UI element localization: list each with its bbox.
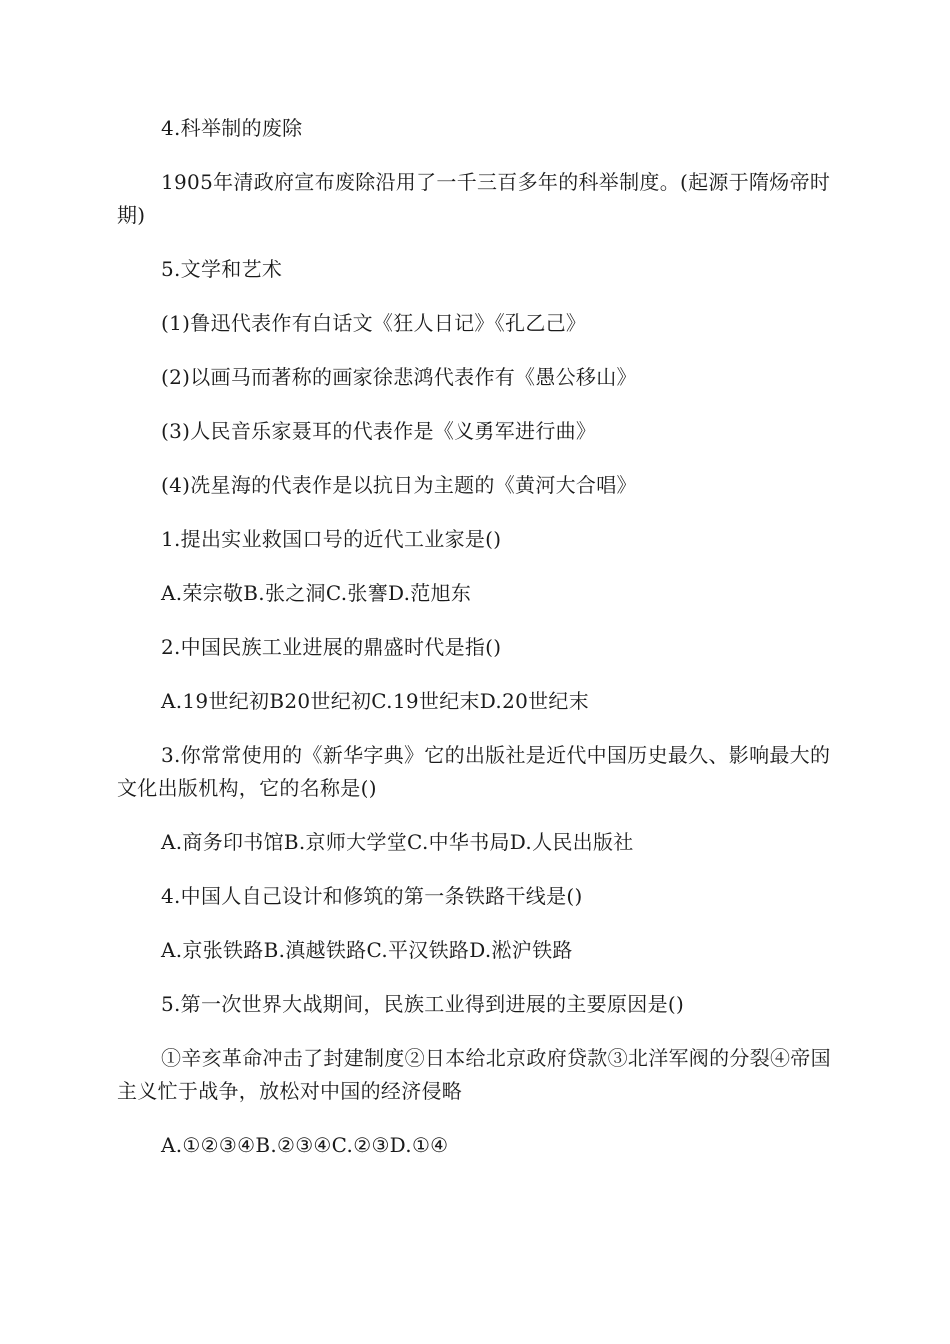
section-heading-imperial-exam-abolition: 4.科举制的废除 bbox=[161, 116, 303, 140]
document-page bbox=[117, 112, 835, 1183]
question-5-statements: ①辛亥革命冲击了封建制度②日本给北京政府贷款③北洋军阀的分裂④帝国主义忙于战争，放松对中国的经济侵略 bbox=[117, 1046, 831, 1103]
question-2-options: A.19世纪初B20世纪初C.19世纪末D.20世纪末 bbox=[161, 689, 590, 713]
paragraph-imperial-exam: 1905年清政府宣布废除沿用了一千三百多年的科举制度。(起源于隋炀帝时期) bbox=[117, 170, 831, 227]
question-5: 5.第一次世界大战期间，民族工业得到进展的主要原因是() bbox=[161, 992, 685, 1016]
question-3: 3.你常常使用的《新华字典》它的出版社是近代中国历史最久、影响最大的文化出版机构，它的名称是() bbox=[117, 743, 831, 800]
question-4-options: A.京张铁路B.滇越铁路C.平汉铁路D.淞沪铁路 bbox=[161, 938, 573, 962]
question-4: 4.中国人自己设计和修筑的第一条铁路干线是() bbox=[161, 884, 583, 908]
list-item-xu-beihong: (2)以画马而著称的画家徐悲鸿代表作有《愚公移山》 bbox=[161, 365, 637, 389]
question-1-options: A.荣宗敬B.张之洞C.张謇D.范旭东 bbox=[161, 581, 472, 605]
question-3-options: A.商务印书馆B.京师大学堂C.中华书局D.人民出版社 bbox=[161, 830, 634, 854]
list-item-nie-er: (3)人民音乐家聂耳的代表作是《义勇军进行曲》 bbox=[161, 419, 597, 443]
question-2: 2.中国民族工业进展的鼎盛时代是指() bbox=[161, 635, 502, 659]
list-item-lu-xun: (1)鲁迅代表作有白话文《狂人日记》《孔乙己》 bbox=[161, 311, 587, 335]
list-item-xian-xinghai: (4)冼星海的代表作是以抗日为主题的《黄河大合唱》 bbox=[161, 473, 637, 497]
question-1: 1.提出实业救国口号的近代工业家是() bbox=[161, 527, 502, 551]
question-5-options: A.①②③④B.②③④C.②③D.①④ bbox=[161, 1133, 449, 1157]
section-heading-literature-art: 5.文学和艺术 bbox=[161, 257, 283, 281]
